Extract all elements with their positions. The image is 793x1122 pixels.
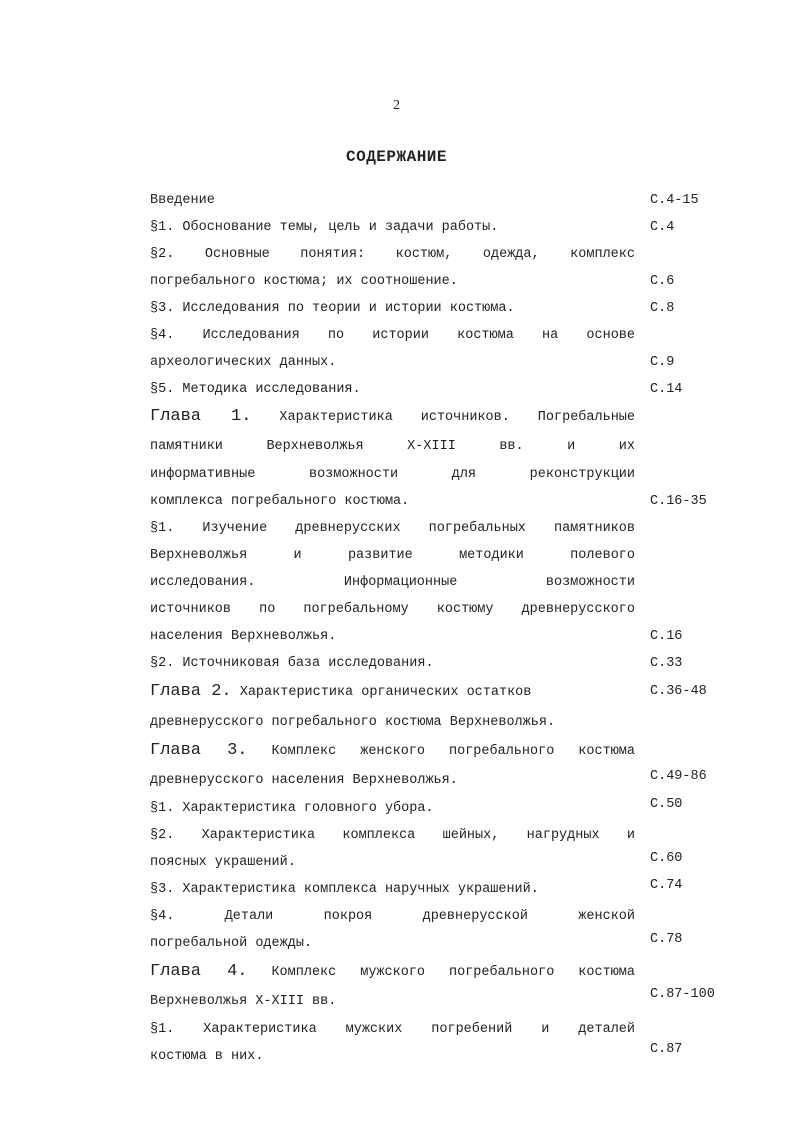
toc-ch1-s2-page: С.33 bbox=[650, 656, 683, 671]
toc-ch3-s3: §3. Характеристика комплекса наручных украшений. bbox=[150, 882, 539, 897]
toc-ch3-s2-line1: §2. Характеристика комплекса шейных, нагрудных и bbox=[150, 828, 635, 843]
toc-ch4-line1 bbox=[150, 963, 635, 982]
toc-ch4-page: С.87-100 bbox=[650, 987, 715, 1002]
toc-intro: Введение bbox=[150, 193, 215, 208]
toc-intro-s4-page: С.9 bbox=[650, 355, 675, 370]
toc-ch1-s1-line2: Верхневолжья и развитие методики полевого bbox=[150, 548, 635, 563]
toc-intro-page: С.4-15 bbox=[650, 193, 699, 208]
toc-ch1-page: С.16-35 bbox=[650, 494, 707, 509]
toc-ch3-s1-page: С.50 bbox=[650, 797, 683, 812]
toc-ch3-page: С.49-86 bbox=[650, 769, 707, 784]
toc-intro-s2-line2: погребального костюма; их соотношение. bbox=[150, 274, 458, 289]
toc-ch3-s2-line2: поясных украшений. bbox=[150, 855, 296, 870]
toc-ch3-s4-line1: §4. Детали покроя древнерусской женской bbox=[150, 909, 635, 924]
toc-ch4-line2: Верхневолжья X-XIII вв. bbox=[150, 994, 337, 1009]
toc-ch4-s1-line1: §1. Характеристика мужских погребений и деталей bbox=[150, 1022, 635, 1037]
toc-ch4-title: Комплекс мужского погребального костюма bbox=[271, 965, 635, 980]
toc-ch3-s1: §1. Характеристика головного убора. bbox=[150, 801, 434, 816]
toc-ch3-s3-page: С.74 bbox=[650, 878, 683, 893]
toc-ch2-page: С.36-48 bbox=[650, 684, 707, 699]
toc-intro-s4-line2: археологических данных. bbox=[150, 355, 337, 370]
toc-ch2-title: Характеристика органических остатков bbox=[239, 685, 532, 700]
toc-intro-s4-line1: §4. Исследования по истории костюма на основе bbox=[150, 328, 635, 343]
toc-ch1-s2: §2. Источниковая база исследования. bbox=[150, 656, 434, 671]
toc-ch1-s1-page: С.16 bbox=[650, 629, 683, 644]
toc-ch2-line1 bbox=[150, 683, 635, 702]
toc-intro-s2-line1: §2. Основные понятия: костюм, одежда, комплекс bbox=[150, 247, 635, 262]
toc-ch1-line1 bbox=[150, 408, 635, 427]
toc-intro-s5-page: С.14 bbox=[650, 382, 683, 397]
toc-ch4-s1-line2: костюма в них. bbox=[150, 1049, 264, 1064]
toc-ch1-s1-line3: исследования. Информационные возможности bbox=[150, 575, 635, 590]
toc-intro-s1: §1. Обоснование темы, цель и задачи работы. bbox=[150, 220, 499, 235]
toc-ch1-s1-line4: источников по погребальному костюму древнерусского bbox=[150, 602, 635, 617]
toc-ch3-title: Комплекс женского погребального костюма bbox=[271, 744, 635, 759]
toc-ch2-label: Глава 2. bbox=[150, 682, 232, 701]
page-title: СОДЕРЖАНИЕ bbox=[345, 148, 447, 166]
toc-ch1-line4: комплекса погребального костюма. bbox=[150, 494, 410, 509]
toc-ch1-label: Глава 1. bbox=[150, 407, 252, 426]
toc-intro-s1-page: С.4 bbox=[650, 220, 675, 235]
toc-intro-s3-page: С.8 bbox=[650, 301, 675, 316]
toc-ch3-line2: древнерусского населения Верхневолжья. bbox=[150, 773, 458, 788]
toc-ch3-label: Глава 3. bbox=[150, 741, 248, 760]
toc-intro-s3: §3. Исследования по теории и истории костюма. bbox=[150, 301, 515, 316]
toc-ch3-s2-page: С.60 bbox=[650, 851, 683, 866]
toc-ch1-title: Характеристика источников. Погребальные bbox=[279, 410, 635, 425]
toc-ch3-s4-line2: погребальной одежды. bbox=[150, 936, 313, 951]
toc-ch2-line2: древнерусского погребального костюма Верхневолжья. bbox=[150, 715, 556, 730]
toc-ch1-s1-line1: §1. Изучение древнерусских погребальных памятников bbox=[150, 521, 635, 536]
toc-intro-s5: §5. Методика исследования. bbox=[150, 382, 361, 397]
page-number: 2 bbox=[393, 98, 400, 113]
toc-ch4-label: Глава 4. bbox=[150, 962, 248, 981]
toc-ch3-line1 bbox=[150, 742, 635, 761]
toc-ch1-s1-line5: населения Верхневолжья. bbox=[150, 629, 337, 644]
toc-ch1-line3: информативные возможности для реконструкции bbox=[150, 467, 635, 482]
toc-ch1-line2: памятники Верхневолжья X-XIII вв. и их bbox=[150, 439, 635, 454]
toc-ch3-s4-page: С.78 bbox=[650, 932, 683, 947]
toc-ch4-s1-page: С.87 bbox=[650, 1042, 683, 1057]
toc-intro-s2-page: С.6 bbox=[650, 274, 675, 289]
